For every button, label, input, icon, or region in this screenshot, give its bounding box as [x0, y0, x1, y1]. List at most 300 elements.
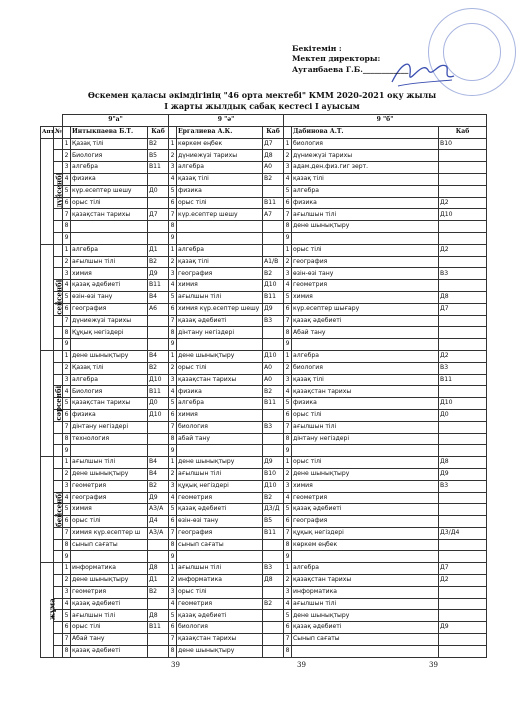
- cabinet-cell: В4: [148, 291, 169, 303]
- lesson-number: 7: [169, 527, 177, 539]
- cabinet-cell: [439, 327, 487, 339]
- subject-cell: орыс тілі: [177, 197, 263, 209]
- subject-cell: география: [292, 256, 439, 268]
- lesson-number: 2: [63, 256, 71, 268]
- lesson-number: 1: [63, 350, 71, 362]
- cabinet-cell: А3/А: [148, 527, 169, 539]
- subject-cell: қазақстан тарихы: [71, 398, 148, 410]
- subject-cell: ағылшын тілі: [177, 468, 263, 480]
- lesson-number: 6: [169, 622, 177, 634]
- table-row: [41, 244, 487, 256]
- teacher-9a: Интыкпаева Б.Т.: [71, 126, 148, 138]
- cabinet-cell: [263, 551, 284, 563]
- schedule-body: [41, 138, 487, 657]
- subject-cell: физика: [177, 386, 263, 398]
- subject-cell: [177, 221, 263, 233]
- cabinet-cell: [439, 433, 487, 445]
- subject-cell: химия: [177, 409, 263, 421]
- lesson-number: 4: [63, 280, 71, 292]
- subject-cell: ағылшын тілі: [292, 209, 439, 221]
- subject-cell: геометрия: [292, 492, 439, 504]
- subject-cell: геометрия: [71, 480, 148, 492]
- cabinet-cell: Д10: [439, 398, 487, 410]
- lesson-number: 2: [169, 150, 177, 162]
- subject-cell: дене шынықтыру: [292, 468, 439, 480]
- teacher-9b: Дабинова А.Т.: [292, 126, 439, 138]
- cabinet-cell: А7: [263, 209, 284, 221]
- row-number: [54, 586, 63, 598]
- lesson-number: 7: [284, 209, 292, 221]
- cabinet-cell: [439, 586, 487, 598]
- lesson-number: 9: [169, 551, 177, 563]
- cabinet-cell: [263, 339, 284, 351]
- lesson-number: 2: [63, 468, 71, 480]
- subject-cell: өзін-өзі тану: [292, 268, 439, 280]
- lesson-number: 4: [169, 280, 177, 292]
- subject-cell: алгебра: [292, 350, 439, 362]
- cabinet-cell: В11: [263, 197, 284, 209]
- lesson-number: 6: [284, 516, 292, 528]
- subject-cell: күр.есептер шешу: [71, 185, 148, 197]
- cabinet-cell: В2: [263, 598, 284, 610]
- teacher-header-row: [41, 126, 487, 138]
- subject-cell: геометрия: [177, 492, 263, 504]
- lesson-number: 3: [169, 374, 177, 386]
- subject-cell: дүниежүзі тарихы: [292, 150, 439, 162]
- cabinet-cell: Д2: [439, 197, 487, 209]
- table-row: [41, 232, 487, 244]
- document-subtitle: I жарты жылдық сабақ кестесі I ауысым: [164, 101, 360, 111]
- approval-line-2: Мектеп директоры:: [292, 54, 381, 64]
- lesson-number: 3: [169, 268, 177, 280]
- subject-cell: қазақ әдебиеті: [177, 610, 263, 622]
- lesson-number: 6: [284, 197, 292, 209]
- lesson-number: 3: [63, 586, 71, 598]
- row-number: [54, 256, 63, 268]
- row-number: [54, 268, 63, 280]
- subject-cell: геометрия: [71, 586, 148, 598]
- cabinet-cell: Д9: [263, 457, 284, 469]
- subject-cell: ағылшын тілі: [71, 256, 148, 268]
- lesson-number: 8: [284, 645, 292, 657]
- cabinet-cell: Д7: [439, 563, 487, 575]
- cab-column-header: Каб: [263, 126, 284, 138]
- table-row: [41, 586, 487, 598]
- subject-cell: қазақ тілі: [292, 374, 439, 386]
- lesson-number: 6: [63, 197, 71, 209]
- lesson-number: 1: [284, 138, 292, 150]
- table-row: [41, 645, 487, 657]
- day-label: сәрсенбі: [54, 385, 64, 421]
- lesson-number: 1: [169, 138, 177, 150]
- subject-cell: дене шынықтыру: [177, 457, 263, 469]
- subject-cell: география: [71, 303, 148, 315]
- lesson-number: 9: [63, 551, 71, 563]
- lesson-number: 3: [63, 374, 71, 386]
- cabinet-cell: В3: [439, 480, 487, 492]
- cab-column-header: Каб: [439, 126, 487, 138]
- table-row: [41, 327, 487, 339]
- subject-cell: [292, 232, 439, 244]
- cabinet-cell: Д1: [148, 244, 169, 256]
- cabinet-cell: В3: [439, 362, 487, 374]
- table-row: [41, 374, 487, 386]
- subject-cell: [292, 645, 439, 657]
- cabinet-cell: [439, 162, 487, 174]
- lesson-number: 1: [63, 244, 71, 256]
- cabinet-cell: [148, 645, 169, 657]
- lesson-number: 2: [63, 362, 71, 374]
- table-row: [41, 421, 487, 433]
- lesson-number: 5: [63, 185, 71, 197]
- subject-cell: дене шынықтыру: [292, 610, 439, 622]
- cabinet-cell: В2: [148, 362, 169, 374]
- subject-cell: география: [71, 492, 148, 504]
- subject-cell: география: [177, 527, 263, 539]
- cabinet-cell: В10: [263, 468, 284, 480]
- cabinet-cell: В11: [148, 386, 169, 398]
- table-row: [41, 209, 487, 221]
- lesson-number: 4: [169, 492, 177, 504]
- subject-cell: [177, 445, 263, 457]
- subject-cell: қазақ тілі: [177, 173, 263, 185]
- table-row: [41, 197, 487, 209]
- cabinet-cell: В11: [439, 374, 487, 386]
- lesson-number: 9: [284, 445, 292, 457]
- row-number: [54, 421, 63, 433]
- class-header-row: [41, 115, 487, 127]
- lesson-number: 5: [169, 185, 177, 197]
- cabinet-cell: [263, 409, 284, 421]
- cabinet-cell: А0: [263, 362, 284, 374]
- subject-cell: алгебра: [177, 398, 263, 410]
- cabinet-cell: [148, 339, 169, 351]
- cabinet-cell: Д9: [263, 303, 284, 315]
- subject-cell: [71, 551, 148, 563]
- lesson-number: 1: [169, 563, 177, 575]
- cabinet-cell: Д2: [439, 244, 487, 256]
- subject-cell: информатика: [71, 563, 148, 575]
- subject-cell: география: [177, 268, 263, 280]
- cabinet-cell: В2: [148, 138, 169, 150]
- lesson-number: 5: [284, 504, 292, 516]
- lesson-number: 5: [284, 610, 292, 622]
- subject-cell: Абай тану: [71, 634, 148, 646]
- cabinet-cell: Д0: [148, 185, 169, 197]
- cabinet-cell: В2: [263, 492, 284, 504]
- row-number: [54, 327, 63, 339]
- lesson-number: 2: [63, 575, 71, 587]
- subject-cell: күр.есептер шығару: [292, 303, 439, 315]
- cabinet-cell: Д1: [148, 575, 169, 587]
- table-row: [41, 527, 487, 539]
- lesson-number: 6: [63, 622, 71, 634]
- subject-cell: дүниежүзі тарихы: [177, 150, 263, 162]
- day-label-cell: [41, 350, 64, 456]
- subject-cell: орыс тілі: [292, 457, 439, 469]
- subject-cell: ағылшын тілі: [292, 598, 439, 610]
- lesson-number: 7: [169, 421, 177, 433]
- subject-cell: Қазақ тілі: [71, 362, 148, 374]
- cabinet-cell: В2: [148, 256, 169, 268]
- lesson-number: 4: [284, 386, 292, 398]
- cabinet-cell: Д7: [439, 303, 487, 315]
- cabinet-cell: [263, 433, 284, 445]
- class-9ae-header: 9 "ә": [169, 115, 284, 127]
- subject-cell: абай тану: [177, 433, 263, 445]
- row-number: [54, 315, 63, 327]
- lesson-number: 1: [284, 350, 292, 362]
- lesson-number: 4: [284, 492, 292, 504]
- cabinet-cell: [439, 150, 487, 162]
- table-row: [41, 622, 487, 634]
- subject-cell: дінтану негіздері: [177, 327, 263, 339]
- cabinet-cell: В2: [148, 480, 169, 492]
- subject-cell: адам.ден.физ.гиг зерт.: [292, 162, 439, 174]
- lesson-number: 6: [169, 197, 177, 209]
- lesson-number: 8: [169, 221, 177, 233]
- table-row: [41, 445, 487, 457]
- lesson-number: 6: [169, 516, 177, 528]
- row-number: [54, 445, 63, 457]
- subject-cell: [177, 551, 263, 563]
- cabinet-cell: В4: [148, 457, 169, 469]
- schedule-table: [40, 114, 487, 658]
- cabinet-cell: [148, 197, 169, 209]
- cabinet-cell: [439, 339, 487, 351]
- lesson-number: 1: [169, 350, 177, 362]
- cabinet-cell: Д10: [263, 350, 284, 362]
- row-number: [54, 339, 63, 351]
- cabinet-cell: В2: [148, 586, 169, 598]
- lesson-number: 7: [63, 421, 71, 433]
- table-row: [41, 480, 487, 492]
- table-row: [41, 610, 487, 622]
- teacher-9ae: Ергалиева А.К.: [177, 126, 263, 138]
- subject-cell: физика: [292, 398, 439, 410]
- subject-cell: дүниежүзі тарихы: [71, 315, 148, 327]
- lesson-number: 9: [284, 232, 292, 244]
- subject-cell: құқық негіздері: [292, 527, 439, 539]
- subject-cell: биология: [177, 421, 263, 433]
- approval-block: [292, 44, 492, 75]
- lesson-number: 4: [63, 386, 71, 398]
- subject-cell: алгебра: [71, 162, 148, 174]
- row-number: [54, 374, 63, 386]
- row-number: [54, 362, 63, 374]
- subject-cell: көркем еңбек: [177, 138, 263, 150]
- cabinet-cell: Д8: [263, 575, 284, 587]
- lesson-number: 2: [169, 362, 177, 374]
- subject-cell: қазақстан тарихы: [177, 634, 263, 646]
- lesson-number: 7: [284, 421, 292, 433]
- lesson-number: 4: [63, 173, 71, 185]
- subject-cell: химия: [71, 268, 148, 280]
- cabinet-cell: В2: [263, 386, 284, 398]
- subject-cell: дене шынықтыру: [177, 350, 263, 362]
- cabinet-cell: Д8: [263, 150, 284, 162]
- lesson-number: 3: [284, 268, 292, 280]
- row-number: [54, 209, 63, 221]
- subject-cell: қазақ әдебиеті: [292, 622, 439, 634]
- subject-cell: ағылшын тілі: [177, 563, 263, 575]
- subject-cell: қазақ әдебиеті: [71, 598, 148, 610]
- cabinet-cell: В3: [263, 563, 284, 575]
- cabinet-cell: Д8: [439, 457, 487, 469]
- cabinet-cell: [439, 445, 487, 457]
- subject-cell: қазақ әдебиеті: [292, 504, 439, 516]
- cabinet-cell: [148, 232, 169, 244]
- lesson-number: 8: [169, 327, 177, 339]
- lesson-number: 4: [169, 173, 177, 185]
- lesson-number: 3: [284, 162, 292, 174]
- subject-cell: химия: [177, 280, 263, 292]
- cabinet-cell: А3/А: [148, 504, 169, 516]
- lesson-number: 4: [284, 598, 292, 610]
- lesson-number: 9: [169, 232, 177, 244]
- lesson-number: 9: [63, 339, 71, 351]
- cabinet-cell: А0: [263, 162, 284, 174]
- lesson-number: 3: [63, 268, 71, 280]
- table-row: [41, 303, 487, 315]
- lesson-number: 5: [169, 291, 177, 303]
- cabinet-cell: Д3/Д: [263, 504, 284, 516]
- lesson-number: 6: [63, 303, 71, 315]
- cabinet-cell: [148, 315, 169, 327]
- table-row: [41, 362, 487, 374]
- table-row: [41, 162, 487, 174]
- table-row: [41, 563, 487, 575]
- lesson-number: 7: [63, 209, 71, 221]
- lesson-number: 8: [169, 539, 177, 551]
- table-row: [41, 386, 487, 398]
- subject-cell: сынып сағаты: [71, 539, 148, 551]
- lesson-number: 3: [63, 480, 71, 492]
- row-number: [54, 468, 63, 480]
- cabinet-cell: [263, 622, 284, 634]
- lesson-number: 3: [284, 586, 292, 598]
- number-column-header: №: [54, 126, 63, 138]
- cabinet-cell: Д8: [148, 563, 169, 575]
- cabinet-cell: Д7: [148, 209, 169, 221]
- subject-cell: дене шынықтыру: [292, 221, 439, 233]
- lesson-number: 9: [169, 445, 177, 457]
- cabinet-cell: [439, 280, 487, 292]
- subject-cell: орыс тілі: [71, 622, 148, 634]
- subject-cell: физика: [71, 409, 148, 421]
- lesson-number: 5: [63, 504, 71, 516]
- subject-cell: алгебра: [292, 185, 439, 197]
- lesson-number: 9: [284, 339, 292, 351]
- cabinet-cell: В11: [263, 291, 284, 303]
- lesson-number: 3: [284, 374, 292, 386]
- cabinet-cell: [439, 315, 487, 327]
- table-row: [41, 291, 487, 303]
- cabinet-cell: [148, 327, 169, 339]
- subject-cell: Қазақ тілі: [71, 138, 148, 150]
- subject-cell: қазақ тілі: [177, 256, 263, 268]
- cabinet-cell: [263, 221, 284, 233]
- table-row: [41, 339, 487, 351]
- cabinet-cell: Д10: [263, 480, 284, 492]
- total-9b: 39: [429, 661, 438, 669]
- subject-cell: химия күр.есептер ш: [71, 527, 148, 539]
- cabinet-cell: Д10: [148, 409, 169, 421]
- subject-cell: қазақ тілі: [292, 173, 439, 185]
- cabinet-cell: В11: [263, 398, 284, 410]
- lesson-number: 2: [169, 468, 177, 480]
- row-number: [54, 551, 63, 563]
- lesson-number: 7: [284, 634, 292, 646]
- subject-cell: өзін-өзі тану: [177, 516, 263, 528]
- cabinet-cell: [439, 645, 487, 657]
- cabinet-cell: Д10: [439, 209, 487, 221]
- cabinet-cell: Д10: [263, 280, 284, 292]
- cabinet-cell: [148, 539, 169, 551]
- cabinet-cell: [263, 586, 284, 598]
- cabinet-cell: [148, 598, 169, 610]
- lesson-number: 8: [284, 539, 292, 551]
- cabinet-cell: В2: [263, 173, 284, 185]
- table-row: [41, 634, 487, 646]
- cabinet-cell: [439, 634, 487, 646]
- subject-cell: [71, 232, 148, 244]
- lesson-number: 2: [284, 362, 292, 374]
- lesson-number: 8: [63, 327, 71, 339]
- cabinet-cell: В4: [148, 350, 169, 362]
- subject-cell: орыс тілі: [71, 516, 148, 528]
- cabinet-cell: [148, 634, 169, 646]
- cabinet-cell: В2: [263, 268, 284, 280]
- table-row: [41, 173, 487, 185]
- lesson-number: 1: [63, 138, 71, 150]
- subject-cell: [177, 232, 263, 244]
- table-row: [41, 551, 487, 563]
- lesson-number: 6: [63, 516, 71, 528]
- cabinet-cell: [439, 539, 487, 551]
- lesson-number: 5: [284, 291, 292, 303]
- subject-cell: ағылшын тілі: [292, 421, 439, 433]
- lesson-number: 2: [284, 256, 292, 268]
- lesson-number: 1: [284, 244, 292, 256]
- cabinet-cell: А6: [148, 303, 169, 315]
- total-9ae: 39: [297, 661, 306, 669]
- lesson-number: 7: [63, 315, 71, 327]
- subject-cell: қазақ әдебиеті: [71, 280, 148, 292]
- lesson-number: 6: [169, 303, 177, 315]
- cabinet-cell: В5: [263, 516, 284, 528]
- table-row: [41, 138, 487, 150]
- row-number: [54, 221, 63, 233]
- subject-cell: [292, 445, 439, 457]
- subject-cell: Сынып сағаты: [292, 634, 439, 646]
- subject-cell: Биология: [71, 386, 148, 398]
- row-number: [54, 645, 63, 657]
- row-number: [54, 539, 63, 551]
- day-label-cell: [41, 244, 64, 350]
- lesson-number: 1: [169, 457, 177, 469]
- table-row: [41, 468, 487, 480]
- cabinet-cell: Д0: [439, 409, 487, 421]
- row-number: [54, 527, 63, 539]
- cabinet-cell: [439, 386, 487, 398]
- cabinet-cell: [439, 551, 487, 563]
- lesson-number: 9: [284, 551, 292, 563]
- lesson-number: 4: [63, 492, 71, 504]
- subject-cell: физика: [177, 185, 263, 197]
- cabinet-cell: [263, 327, 284, 339]
- lesson-number: 9: [169, 339, 177, 351]
